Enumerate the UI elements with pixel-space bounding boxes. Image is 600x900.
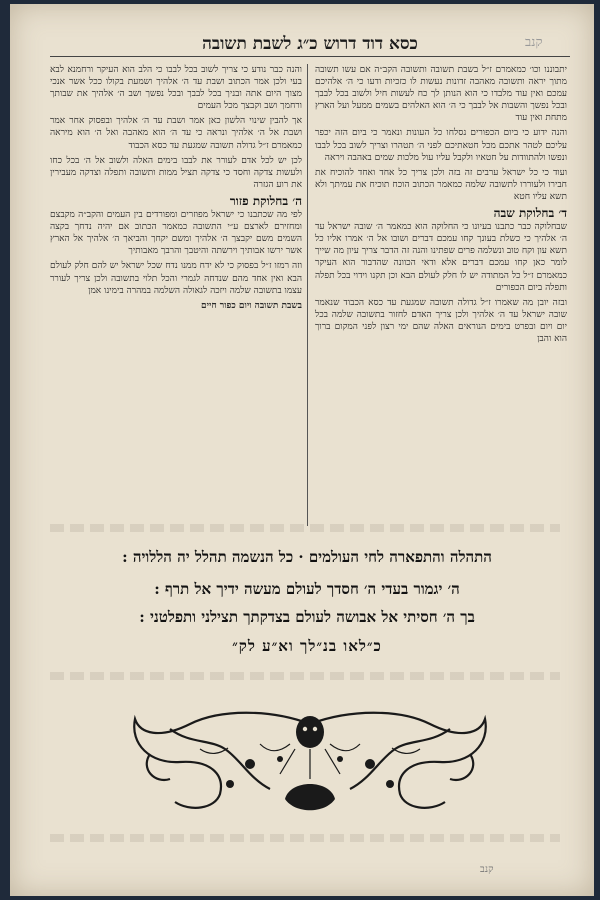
closing-acronym-line: כ״לאו בנ״לך וא״ע לק״ [232, 637, 382, 655]
paragraph: והנה כבר נודע כי צריך לשוב בכל לבבו כי הלב הוא העיקר ורחמנא לבא בעי ולכן אמר הכתוב ושבת עד ה׳ אלהיך ושמעת בקולו ככל אשר אנכי מצוך היום אתה ובניך בכל לבבך ובכל נפשך ושב ה׳ אלהיך את שבותך ורחמך ושב וקבצך מכל העמים [50, 65, 302, 112]
paragraph: יתבוננו וכו׳ כמאמרם ז״ל בשבת תשובה ותשובה הקב״ה אם עשו תשובה מתוך יראה ותשובה מאהבה זדונות נעשות לו כזכיות ודעו כי ה׳ אלהיכם עמכם ואין עוד מלבדו כי הוא הנותן לך כח לעשות חיל ולשוב בכל לבבך ובכל נפשך והשבות אל לבבך כי ה׳ הוא האלהים בשמים ממעל ועל הארץ מתחת ואין עוד [315, 65, 567, 124]
paragraph: ועוד כי כל ישראל ערבים זה בזה ולכן צריך כל אחד ואחד להוכיח את חבירו ולעוררו לתשובה שלמה כמאמר הכתוב הוכח תוכיח את עמיתך ולא תשא עליו חטא [315, 167, 567, 202]
page-folio: קנב [525, 35, 543, 50]
bleed-through-text [50, 834, 560, 842]
column-divider [307, 64, 308, 526]
paragraph: ובזה יובן מה שאמרו ז״ל גדולה תשובה שמגעת עד כסא הכבוד שנאמר שובה ישראל עד ה׳ אלהיך ולכן צריך האדם לחזור בתשובה שלמה בכל יום ויום ובפרט בימים הנוראים האלה שהם ימי רצון לפני המקום ברוך הוא והבן [315, 297, 567, 344]
paragraph: לכן יש לכל אדם לעורר את לבבו בימים האלה ולשוב אל ה׳ בכל כחו ולעשות צדקה וחסד כי צדקה תציל ממות ותשובה ותפלה וצדקה מעבירין את רוע הגזרה [50, 155, 302, 190]
section-heading: ד׳ בחלוקת שבה [493, 206, 567, 221]
text-column-right [315, 64, 567, 529]
paragraph: אך להבין שינוי הלשון כאן אמר ושבת עד ה׳ אלהיך ובפסוק אחר אמר ושבת אל ה׳ אלהיך ונראה כי עד ה׳ הוא מאהבה ואל ה׳ הוא מיראה כמאמרם ז״ל גדולה תשובה שמגעת עד כסא הכבוד [50, 116, 302, 151]
closing-line-of-column: בשבת תשובה ויום כפור חיים [200, 300, 302, 311]
closing-verse-line: ה׳ יגמור בעדי ה׳ חסדך לעולם מעשה ידיך אל תרף : [154, 580, 460, 598]
running-header: כסא דוד דרוש כ״ג לשבת תשובה [50, 34, 570, 57]
tailpiece-ornament [130, 704, 490, 819]
catchword: קנב [480, 864, 494, 875]
text-column-left [50, 64, 302, 529]
paragraph: לפי מה שכתבנו כי ישראל מפוזרים ומפורדים בין העמים והקב״ה מקבצם ומחזירם לארצם ע״י התשובה כמאמר הכתוב אם יהיה נדחך בקצה השמים משם יקבצך ה׳ אלהיך ומשם יקחך והביאך ה׳ אלהיך אל הארץ אשר ירשו אבותיך וירשתה והיטבך והרבך מאבותיך [50, 210, 302, 257]
book-page [10, 4, 594, 896]
paragraph: וזה רמזו ז״ל בפסוק כי לא ידח ממנו נדח שכל ישראל יש להם חלק לעולם הבא ואין אחד מהם שנדחה לגמרי והכל תלוי בתשובה ולכן צריך לעורר עצמו בתשובה שלמה ויזכה לגאולה השלמה במהרה בימינו אמן [50, 261, 302, 296]
paragraph: שבחלוקה כבר כתבנו בעיונו כי החלוקה הוא כמאמר ה׳ שובה ישראל עד ה׳ אלהיך כי כשלת בעונך קחו עמכם דברים ושובו אל ה׳ אמרו אליו כל תשא עון וקח טוב ונשלמה פרים שפתינו והנה זה הדבר צריך עיון מה שייך לומר כאן קחו עמכם דברים אלא ודאי הכוונה שהדבור הוא העיקר כמאמרם ז״ל כל המתודה יש לו חלק לעולם הבא וכן תקנו וידוי בכל תפלה ותפלה ביום הכפורים [315, 222, 567, 293]
paragraph: והנה ידוע כי ביום הכפורים נסלחו כל העונות ונאמר כי ביום הזה יכפר עליכם לטהר אתכם מכל חטאתיכם לפני ה׳ תטהרו וצריך לשוב בכל לבבו ונפשו ולהתוודות על חטאיו ולקבל עליו עול מלכות שמים באהבה ויראה [315, 128, 567, 163]
closing-praise-line: התהלה והתפארה לחי העולמים · כל הנשמה תהלל יה הללויה : [122, 548, 492, 566]
bleed-through-text [50, 672, 560, 680]
closing-verse-line: בך ה׳ חסיתי אל אבושה לעולם בצדקתך תצילני ותפלטני : [139, 608, 475, 626]
section-heading: ה׳ בחלוקת פזור [229, 193, 302, 208]
bleed-through-text [50, 524, 560, 532]
